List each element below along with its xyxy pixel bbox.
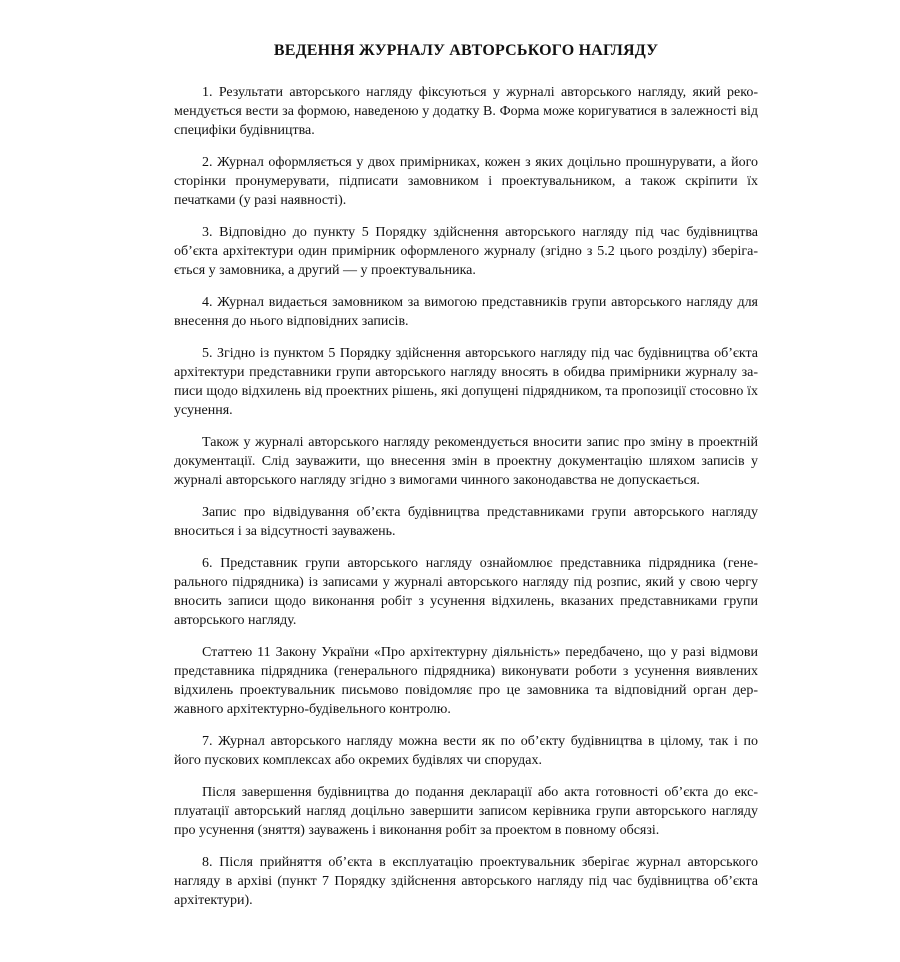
paragraph-law-article-11: Статтею 11 Закону України «Про архітектурну діяльність» передбачено, що у разі відмови представника підрядника (генерального підрядника) виконувати роботи з усунення виявлених відхилень проектувальник письмово повідомляє про це замовника та відповідний орган державного архітектурно-будівельного контролю. bbox=[174, 645, 758, 717]
paragraph-site-visit-record: Запис про відвідування об’єкта будівництва представниками групи авторського нагляду вноситься і за відсутності зауважень. bbox=[174, 505, 758, 539]
paragraph-item-4: 4. Журнал видається замовником за вимогою представників групи авторського нагляду для внесення до нього відповідних записів. bbox=[174, 295, 758, 329]
paragraph-completion-record: Після завершення будівництва до подання декларації або акта готовності об’єкта до експлуатації авторський нагляд доцільно завершити записом керівника групи авторського нагляду про усунення (зняття) зауважень і виконання робіт за проектом в повному обсязі. bbox=[174, 785, 758, 838]
document-title: ВЕДЕННЯ ЖУРНАЛУ АВТОРСЬКОГО НАГЛЯДУ bbox=[273, 42, 659, 59]
paragraph-item-6: 6. Представник групи авторського нагляду ознайомлює представника підрядника (генерального підрядника) із записами у журналі авторського нагляду під розпис, який у свою чергу вносить записи щодо виконання робіт з усунення відхилень, вказаних представниками групи авторського нагляду. bbox=[174, 556, 758, 628]
paragraph-item-5: 5. Згідно із пунктом 5 Порядку здійснення авторського нагляду під час будівництва об’єкта архітектури представники групи авторського нагляду вносять в обидва примірники журналу записи щодо відхилень від проектних рішень, які допущені підрядником, та пропозиції стосовно їх усунення. bbox=[174, 346, 758, 418]
paragraph-project-changes: Також у журналі авторського нагляду рекомендується вносити запис про зміну в проектній документації. Слід зауважити, що внесення змін в проектну документацію шляхом записів у журналі авторського нагляду згідно з вимогами чинного законодавства не допускається. bbox=[174, 435, 758, 488]
paragraph-item-8: 8. Після прийняття об’єкта в експлуатацію проектувальник зберігає журнал авторського нагляду в архіві (пункт 7 Порядку здійснення авторського нагляду під час будівництва об’єкта архітектури). bbox=[174, 855, 758, 908]
paragraph-item-3: 3. Відповідно до пункту 5 Порядку здійснення авторського нагляду під час будівництва об’єкта архітектури один примірник оформленого журналу (згідно з 5.2 цього розділу) зберігається у замовника, а другий — у проектувальника. bbox=[174, 225, 758, 278]
paragraph-item-1: 1. Результати авторського нагляду фіксуються у журналі авторського нагляду, який рекомендується вести за формою, наведеною у додатку В. Форма може коригуватися в залежності від специфіки будівництва. bbox=[174, 85, 758, 138]
page-content bbox=[174, 41, 758, 923]
paragraph-item-2: 2. Журнал оформляється у двох примірниках, кожен з яких доцільно прошнурувати, а його сторінки пронумерувати, підписати замовником і проектувальником, а також скріпити їх печатками (у разі наявності). bbox=[174, 155, 758, 208]
paragraph-item-7: 7. Журнал авторського нагляду можна вести як по об’єкту будівництва в цілому, так і по його пускових комплексах або окремих будівлях чи спорудах. bbox=[174, 734, 758, 768]
